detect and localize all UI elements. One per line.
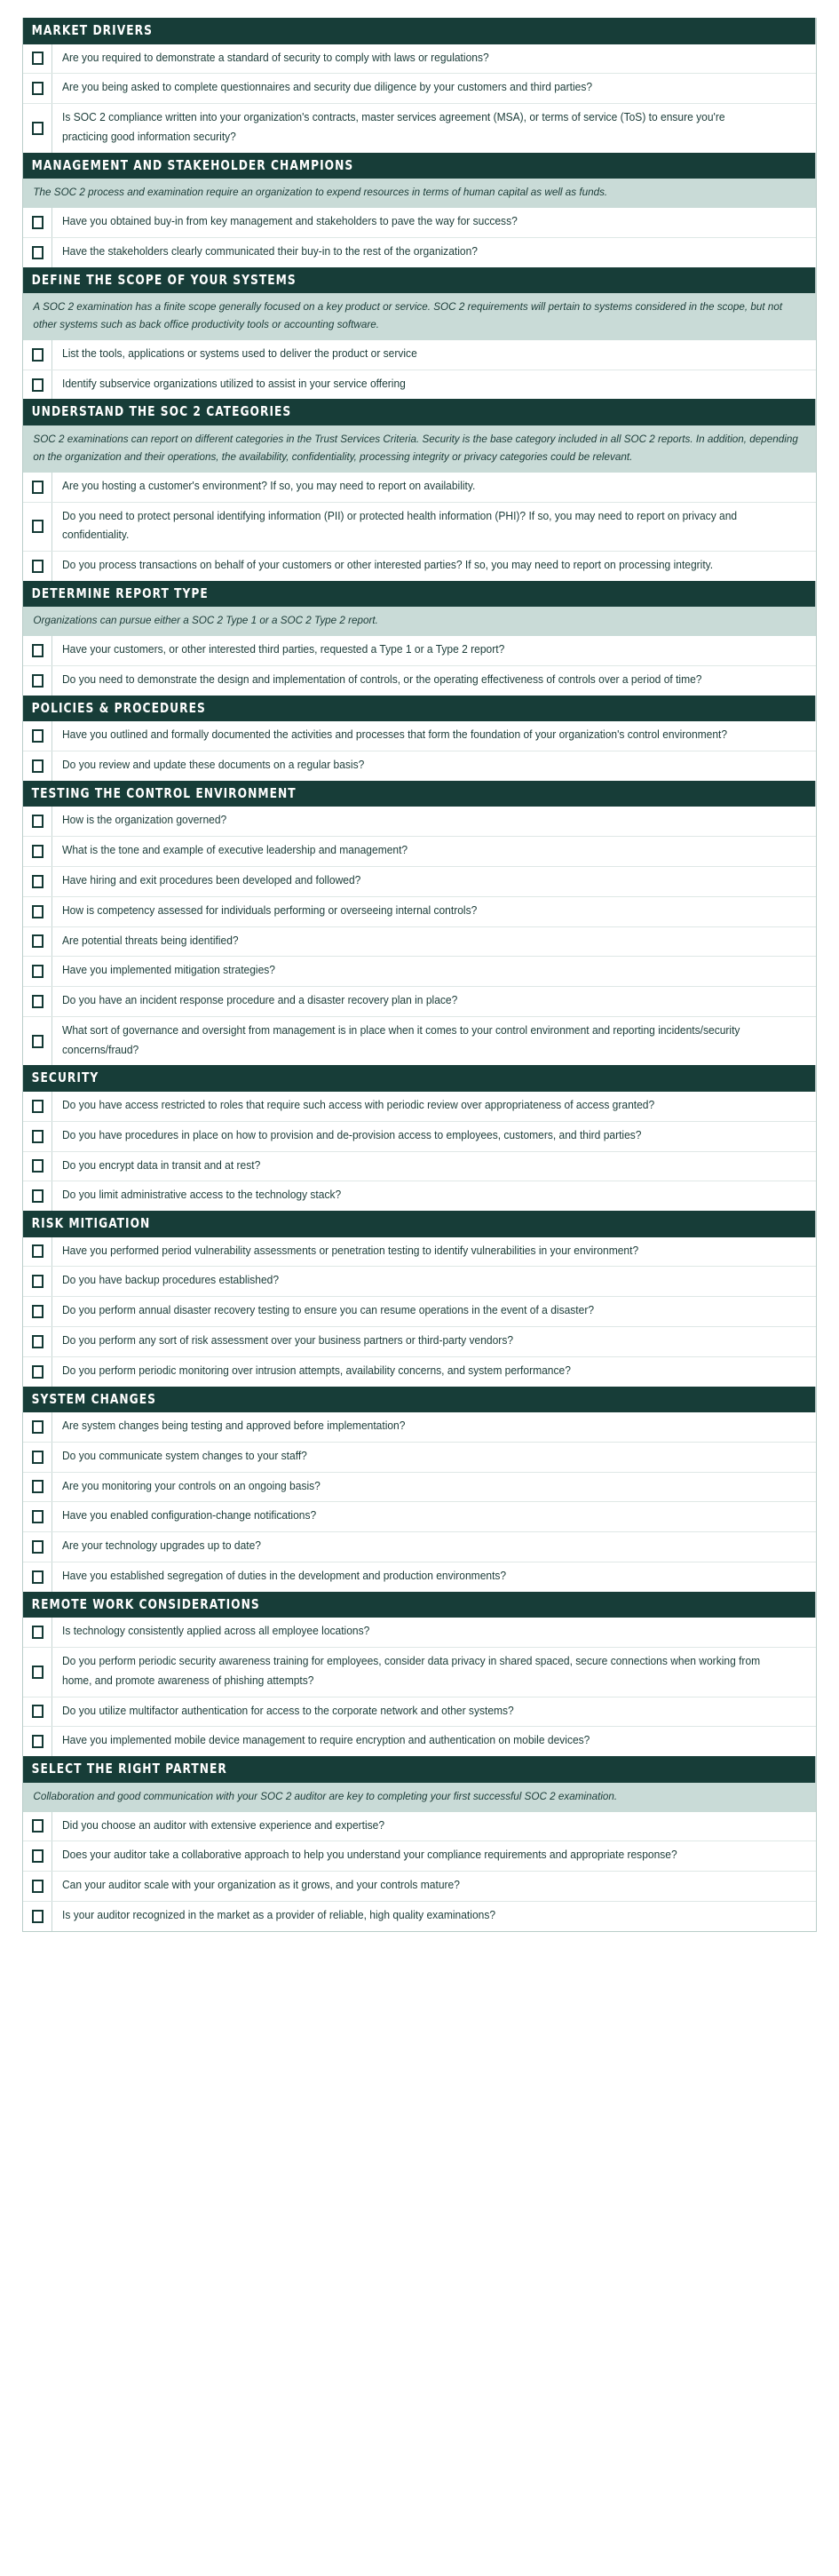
question-text: Are you monitoring your controls on an ongoing basis? — [62, 1479, 321, 1492]
checkbox-cell[interactable] — [23, 552, 52, 581]
section-header-system-changes: SYSTEM CHANGES — [23, 1387, 816, 1413]
checkbox-cell[interactable] — [23, 1473, 52, 1502]
checklist-section-determine-report-type — [23, 581, 816, 696]
section-header-testing-the-control-environment: TESTING THE CONTROL ENVIRONMENT — [23, 781, 816, 807]
question-cell — [52, 1357, 816, 1387]
empty-checkbox-icon[interactable] — [32, 1510, 44, 1523]
question-text: Does your auditor take a collaborative approach to help you understand your compliance requirements and appropriate response? — [62, 1849, 677, 1862]
question-text: Do you have access restricted to roles that require such access with periodic review over appropriateness of access granted? — [62, 1098, 655, 1111]
question-text: Can your auditor scale with your organization as it grows, and your controls mature? — [62, 1879, 460, 1892]
checkbox-cell[interactable] — [23, 927, 52, 957]
checklist-row[interactable] — [23, 1237, 816, 1267]
checklist-row[interactable] — [23, 1092, 816, 1121]
question-text: Do you process transactions on behalf of your customers or other interested parties? If so, you may need to report on processing integrity. — [62, 559, 714, 572]
checklist-row[interactable] — [23, 1501, 816, 1531]
question-cell — [52, 1562, 816, 1592]
checklist-section-policies-and-procedures — [23, 696, 816, 781]
checklist-section-management-and-stakeholder-champions — [23, 153, 816, 267]
empty-checkbox-icon[interactable] — [32, 1570, 44, 1584]
question-text: How is competency assessed for individuals performing or overseeing internal controls? — [62, 903, 478, 917]
checkbox-cell[interactable] — [23, 897, 52, 926]
question-cell — [52, 74, 816, 103]
question-text: Have you implemented mitigation strategies? — [62, 964, 276, 977]
question-text: Do you limit administrative access to the technology stack? — [62, 1189, 342, 1202]
question-cell — [52, 957, 816, 986]
empty-checkbox-icon[interactable] — [32, 1365, 44, 1379]
checkbox-cell[interactable] — [23, 1092, 52, 1121]
empty-checkbox-icon[interactable] — [32, 995, 44, 1008]
checklist-row[interactable] — [23, 1697, 816, 1727]
empty-checkbox-icon[interactable] — [32, 481, 44, 494]
question-text: Identify subservice organizations utilized to assist in your service offering — [62, 377, 406, 390]
empty-checkbox-icon[interactable] — [32, 122, 44, 135]
section-rows-define-the-scope-of-your-systems — [23, 340, 816, 400]
checklist-row[interactable] — [23, 1326, 816, 1356]
checkbox-cell[interactable] — [23, 104, 52, 153]
checklist-row[interactable] — [23, 1121, 816, 1151]
empty-checkbox-icon[interactable] — [32, 729, 44, 743]
empty-checkbox-icon[interactable] — [32, 934, 44, 948]
checklist-row[interactable] — [23, 44, 816, 74]
question-cell — [52, 1092, 816, 1121]
checklist-row[interactable] — [23, 1151, 816, 1181]
checklist-row[interactable] — [23, 340, 816, 370]
checklist-row[interactable] — [23, 636, 816, 665]
empty-checkbox-icon[interactable] — [32, 1849, 44, 1863]
empty-checkbox-icon[interactable] — [32, 216, 44, 229]
empty-checkbox-icon[interactable] — [32, 1189, 44, 1203]
question-text: Is SOC 2 compliance written into your organization's contracts, master services agreement (MSA), or terms of service (ToS) to ensure you're practicing good information security? — [62, 111, 725, 143]
section-rows-understand-the-soc-2-categories — [23, 473, 816, 581]
checklist-section-define-the-scope-of-your-systems — [23, 267, 816, 400]
question-text: Have the stakeholders clearly communicated their buy-in to the rest of the organization? — [62, 244, 478, 258]
question-cell — [52, 1152, 816, 1181]
checkbox-cell[interactable] — [23, 1357, 52, 1387]
question-cell — [52, 238, 816, 267]
question-cell — [52, 867, 816, 896]
empty-checkbox-icon[interactable] — [32, 1480, 44, 1493]
section-rows-system-changes — [23, 1412, 816, 1592]
checkbox-cell[interactable] — [23, 1017, 52, 1066]
question-text: Do you perform any sort of risk assessment over your business partners or third-party vendors? — [62, 1333, 514, 1347]
empty-checkbox-icon[interactable] — [32, 1244, 44, 1258]
checkbox-cell[interactable] — [23, 1152, 52, 1181]
question-text: Have you performed period vulnerability assessments or penetration testing to identify vulnerabilities in your environment? — [62, 1244, 639, 1257]
empty-checkbox-icon[interactable] — [32, 759, 44, 773]
checkbox-cell[interactable] — [23, 1618, 52, 1647]
question-text: Have you established segregation of duties in the development and production environments? — [62, 1569, 507, 1582]
checkbox-cell[interactable] — [23, 208, 52, 237]
question-text: Do you perform annual disaster recovery testing to ensure you can resume operations in the event of a disaster? — [62, 1304, 595, 1317]
checkbox-cell[interactable] — [23, 370, 52, 400]
empty-checkbox-icon[interactable] — [32, 1666, 44, 1679]
question-text: Do you utilize multifactor authentication for access to the corporate network and other systems? — [62, 1704, 514, 1717]
checklist-section-remote-work-considerations — [23, 1592, 816, 1756]
checkbox-cell[interactable] — [23, 666, 52, 696]
checklist-row[interactable] — [23, 807, 816, 836]
question-cell — [52, 1648, 816, 1697]
empty-checkbox-icon[interactable] — [32, 1305, 44, 1318]
question-text: Have you outlined and formally documented the activities and processes that form the foundation of your organization's control environment? — [62, 728, 728, 742]
checklist-row[interactable] — [23, 1412, 816, 1442]
checklist-row[interactable] — [23, 1266, 816, 1296]
empty-checkbox-icon[interactable] — [32, 1910, 44, 1923]
question-text: Do you encrypt data in transit and at rest? — [62, 1158, 261, 1172]
checkbox-cell[interactable] — [23, 44, 52, 74]
checklist-row[interactable] — [23, 751, 816, 781]
empty-checkbox-icon[interactable] — [32, 1735, 44, 1748]
section-description-define-the-scope-of-your-systems: A SOC 2 examination has a finite scope generally focused on a key product or service. SOC 2 requirements will pertain to systems considered in the scope, but not other systems such as back office productivity tools or accounting software. — [23, 293, 816, 340]
checklist-row[interactable] — [23, 1647, 816, 1697]
checklist-section-security — [23, 1065, 816, 1211]
question-cell — [52, 1727, 816, 1756]
checklist-row[interactable] — [23, 1181, 816, 1211]
question-cell — [52, 1697, 816, 1727]
question-text: Are potential threats being identified? — [62, 934, 239, 947]
checkbox-cell[interactable] — [23, 636, 52, 665]
question-cell — [52, 1473, 816, 1502]
question-cell — [52, 1327, 816, 1356]
checkbox-cell[interactable] — [23, 1412, 52, 1442]
question-cell — [52, 807, 816, 836]
question-text: Have hiring and exit procedures been developed and followed? — [62, 874, 361, 886]
checklist-row[interactable] — [23, 1871, 816, 1901]
question-cell — [52, 104, 816, 153]
empty-checkbox-icon[interactable] — [32, 644, 44, 657]
section-rows-determine-report-type — [23, 636, 816, 696]
section-header-determine-report-type: DETERMINE REPORT TYPE — [23, 581, 816, 608]
section-header-management-and-stakeholder-champions: MANAGEMENT AND STAKEHOLDER CHAMPIONS — [23, 153, 816, 179]
question-text: Do you need to demonstrate the design and implementation of controls, or the operating effectiveness of controls over a period of time? — [62, 673, 702, 687]
section-description-determine-report-type: Organizations can pursue either a SOC 2 Type 1 or a SOC 2 Type 2 report. — [23, 607, 816, 636]
question-text: Do you have an incident response procedure and a disaster recovery plan in place? — [62, 994, 458, 1007]
checklist-row[interactable] — [23, 237, 816, 267]
checkbox-cell[interactable] — [23, 1502, 52, 1531]
checklist-row[interactable] — [23, 1726, 816, 1756]
section-rows-risk-mitigation — [23, 1237, 816, 1387]
checkbox-cell[interactable] — [23, 1812, 52, 1841]
checkbox-cell[interactable] — [23, 1841, 52, 1871]
section-rows-policies-and-procedures — [23, 721, 816, 781]
checklist-row[interactable] — [23, 103, 816, 153]
checkbox-cell[interactable] — [23, 987, 52, 1016]
section-description-understand-the-soc-2-categories: SOC 2 examinations can report on different categories in the Trust Services Criteria. Security is the base category included in all SOC 2 reports. In addition, depending on the organization and their operations, the availability, confidentiality, processing integrity or privacy categories could be relevant. — [23, 425, 816, 473]
question-text: Do you have backup procedures established? — [62, 1274, 280, 1287]
question-cell — [52, 1412, 816, 1442]
question-text: List the tools, applications or systems used to deliver the product or service — [62, 346, 417, 360]
question-text: Is technology consistently applied across all employee locations? — [62, 1625, 370, 1638]
checklist-section-risk-mitigation — [23, 1211, 816, 1386]
question-cell — [52, 837, 816, 866]
empty-checkbox-icon[interactable] — [32, 1819, 44, 1833]
checklist-row[interactable] — [23, 551, 816, 581]
checklist-row[interactable] — [23, 1901, 816, 1931]
question-cell — [52, 1181, 816, 1211]
question-text: Are you hosting a customer's environment? If so, you may need to report on availability. — [62, 479, 476, 492]
checkbox-cell[interactable] — [23, 1327, 52, 1356]
checkbox-cell[interactable] — [23, 1237, 52, 1267]
question-cell — [52, 1443, 816, 1472]
question-cell — [52, 1532, 816, 1562]
question-cell — [52, 1618, 816, 1647]
checkbox-cell[interactable] — [23, 721, 52, 751]
question-cell — [52, 927, 816, 957]
checkbox-cell[interactable] — [23, 503, 52, 552]
empty-checkbox-icon[interactable] — [32, 965, 44, 978]
checklist-row[interactable] — [23, 1562, 816, 1592]
empty-checkbox-icon[interactable] — [32, 1035, 44, 1048]
checkbox-cell[interactable] — [23, 340, 52, 370]
empty-checkbox-icon[interactable] — [32, 1275, 44, 1288]
question-cell — [52, 1017, 816, 1066]
question-text: Have you obtained buy-in from key management and stakeholders to pave the way for success? — [62, 215, 518, 228]
section-rows-market-drivers — [23, 44, 816, 153]
question-cell — [52, 1237, 816, 1267]
checklist-row[interactable] — [23, 986, 816, 1016]
checklist-row[interactable] — [23, 1618, 816, 1647]
question-text: Do you perform periodic monitoring over intrusion attempts, availability concerns, and system performance? — [62, 1364, 571, 1377]
section-header-policies-and-procedures: POLICIES & PROCEDURES — [23, 696, 816, 722]
section-description-management-and-stakeholder-champions: The SOC 2 process and examination require an organization to expend resources in terms of human capital as well as funds. — [23, 179, 816, 208]
question-cell — [52, 370, 816, 400]
empty-checkbox-icon[interactable] — [32, 1705, 44, 1718]
checklist-row[interactable] — [23, 1356, 816, 1387]
checkbox-cell[interactable] — [23, 837, 52, 866]
checklist-row[interactable] — [23, 1472, 816, 1502]
question-cell — [52, 208, 816, 237]
question-text: Are you required to demonstrate a standard of security to comply with laws or regulations? — [62, 51, 489, 64]
checklist-row[interactable] — [23, 473, 816, 502]
checkbox-cell[interactable] — [23, 1267, 52, 1296]
soc2-readiness-checklist — [22, 18, 817, 1932]
checklist-row[interactable] — [23, 1296, 816, 1326]
checklist-row[interactable] — [23, 502, 816, 552]
empty-checkbox-icon[interactable] — [32, 1130, 44, 1143]
question-text: Did you choose an auditor with extensive experience and expertise? — [62, 1818, 385, 1832]
checkbox-cell[interactable] — [23, 1181, 52, 1211]
checklist-row[interactable] — [23, 926, 816, 957]
question-text: Have you implemented mobile device management to require encryption and authentication on mobile devices? — [62, 1734, 590, 1747]
checkbox-cell[interactable] — [23, 238, 52, 267]
section-rows-testing-the-control-environment — [23, 807, 816, 1065]
section-rows-remote-work-considerations — [23, 1618, 816, 1756]
checkbox-cell[interactable] — [23, 74, 52, 103]
question-cell — [52, 1122, 816, 1151]
section-rows-select-the-right-partner — [23, 1812, 816, 1931]
question-text: Is your auditor recognized in the market as a provider of reliable, high quality examinations? — [62, 1908, 496, 1921]
checkbox-cell[interactable] — [23, 1562, 52, 1592]
checklist-row[interactable] — [23, 665, 816, 696]
section-header-define-the-scope-of-your-systems: DEFINE THE SCOPE OF YOUR SYSTEMS — [23, 267, 816, 294]
question-cell — [52, 473, 816, 502]
empty-checkbox-icon[interactable] — [32, 560, 44, 573]
empty-checkbox-icon[interactable] — [32, 1880, 44, 1893]
empty-checkbox-icon[interactable] — [32, 378, 44, 392]
question-text: What sort of governance and oversight from management is in place when it comes to your control environment and reporting incidents/security concerns/fraud? — [62, 1023, 740, 1056]
question-text: Do you review and update these documents on a regular basis? — [62, 759, 365, 772]
checkbox-cell[interactable] — [23, 1443, 52, 1472]
checkbox-cell[interactable] — [23, 1532, 52, 1562]
question-cell — [52, 340, 816, 370]
question-text: Do you communicate system changes to your staff? — [62, 1449, 307, 1462]
checklist-row[interactable] — [23, 1812, 816, 1841]
checklist-row[interactable] — [23, 721, 816, 751]
question-text: Are your technology upgrades up to date? — [62, 1539, 261, 1553]
empty-checkbox-icon[interactable] — [32, 1626, 44, 1639]
empty-checkbox-icon[interactable] — [32, 815, 44, 828]
checkbox-cell[interactable] — [23, 957, 52, 986]
question-cell — [52, 1841, 816, 1871]
empty-checkbox-icon[interactable] — [32, 1420, 44, 1434]
question-cell — [52, 751, 816, 781]
question-cell — [52, 666, 816, 696]
section-header-security: SECURITY — [23, 1065, 816, 1092]
question-text: Are system changes being testing and approved before implementation? — [62, 1419, 406, 1432]
section-header-market-drivers: MARKET DRIVERS — [23, 18, 816, 44]
empty-checkbox-icon[interactable] — [32, 1159, 44, 1173]
question-text: Have you enabled configuration-change notifications? — [62, 1509, 317, 1523]
checklist-section-market-drivers — [23, 18, 816, 153]
question-text: What is the tone and example of executive leadership and management? — [62, 844, 408, 857]
question-cell — [52, 503, 816, 552]
checklist-row[interactable] — [23, 896, 816, 926]
checkbox-cell[interactable] — [23, 1697, 52, 1727]
empty-checkbox-icon[interactable] — [32, 246, 44, 259]
empty-checkbox-icon[interactable] — [32, 82, 44, 95]
checklist-row[interactable] — [23, 370, 816, 400]
checkbox-cell[interactable] — [23, 751, 52, 781]
checklist-row[interactable] — [23, 1016, 816, 1066]
empty-checkbox-icon[interactable] — [32, 845, 44, 858]
question-text: Do you need to protect personal identifying information (PII) or protected health information (PHI)? If so, you may need to report on privacy and confidentiality. — [62, 509, 738, 542]
checklist-section-understand-the-soc-2-categories — [23, 399, 816, 580]
section-rows-security — [23, 1092, 816, 1211]
question-text: Do you perform periodic security awareness training for employees, consider data privacy in shared spaced, secure connections when working from home, and promote awareness of phishing attempts? — [62, 1654, 761, 1687]
question-cell — [52, 721, 816, 751]
checklist-row[interactable] — [23, 1531, 816, 1562]
checklist-row[interactable] — [23, 836, 816, 866]
checkbox-cell[interactable] — [23, 1297, 52, 1326]
section-header-risk-mitigation: RISK MITIGATION — [23, 1211, 816, 1237]
empty-checkbox-icon[interactable] — [32, 52, 44, 65]
empty-checkbox-icon[interactable] — [32, 348, 44, 362]
checklist-row[interactable] — [23, 208, 816, 237]
question-text: Have your customers, or other interested third parties, requested a Type 1 or a Type 2 report? — [62, 643, 505, 656]
section-header-select-the-right-partner: SELECT THE RIGHT PARTNER — [23, 1756, 816, 1783]
question-cell — [52, 1902, 816, 1931]
question-cell — [52, 1267, 816, 1296]
checklist-row[interactable] — [23, 1841, 816, 1871]
checkbox-cell[interactable] — [23, 1648, 52, 1697]
section-header-understand-the-soc-2-categories: UNDERSTAND THE SOC 2 CATEGORIES — [23, 399, 816, 425]
empty-checkbox-icon[interactable] — [32, 1540, 44, 1554]
question-cell — [52, 897, 816, 926]
checklist-section-select-the-right-partner — [23, 1756, 816, 1931]
question-text: Do you have procedures in place on how to provision and de-provision access to employees, customers, and third parties? — [62, 1128, 642, 1141]
section-description-select-the-right-partner: Collaboration and good communication with your SOC 2 auditor are key to completing your first successful SOC 2 examination. — [23, 1783, 816, 1812]
checkbox-cell[interactable] — [23, 473, 52, 502]
checkbox-cell[interactable] — [23, 867, 52, 896]
empty-checkbox-icon[interactable] — [32, 1335, 44, 1348]
question-cell — [52, 1297, 816, 1326]
question-text: Are you being asked to complete questionnaires and security due diligence by your customers and third parties? — [62, 81, 593, 94]
empty-checkbox-icon[interactable] — [32, 875, 44, 888]
checkbox-cell[interactable] — [23, 1122, 52, 1151]
empty-checkbox-icon[interactable] — [32, 905, 44, 918]
empty-checkbox-icon[interactable] — [32, 520, 44, 533]
empty-checkbox-icon[interactable] — [32, 1100, 44, 1113]
checklist-row[interactable] — [23, 866, 816, 896]
question-cell — [52, 552, 816, 581]
question-cell — [52, 1812, 816, 1841]
checkbox-cell[interactable] — [23, 1727, 52, 1756]
checklist-row[interactable] — [23, 1442, 816, 1472]
empty-checkbox-icon[interactable] — [32, 1451, 44, 1464]
section-rows-management-and-stakeholder-champions — [23, 208, 816, 267]
checkbox-cell[interactable] — [23, 807, 52, 836]
checklist-section-testing-the-control-environment — [23, 781, 816, 1066]
checkbox-cell[interactable] — [23, 1902, 52, 1931]
checklist-section-system-changes — [23, 1387, 816, 1592]
checkbox-cell[interactable] — [23, 1872, 52, 1901]
section-header-remote-work-considerations: REMOTE WORK CONSIDERATIONS — [23, 1592, 816, 1618]
checklist-row[interactable] — [23, 73, 816, 103]
question-cell — [52, 1502, 816, 1531]
question-cell — [52, 1872, 816, 1901]
question-cell — [52, 987, 816, 1016]
question-cell — [52, 636, 816, 665]
checklist-row[interactable] — [23, 956, 816, 986]
empty-checkbox-icon[interactable] — [32, 674, 44, 688]
question-text: How is the organization governed? — [62, 814, 227, 827]
question-cell — [52, 44, 816, 74]
